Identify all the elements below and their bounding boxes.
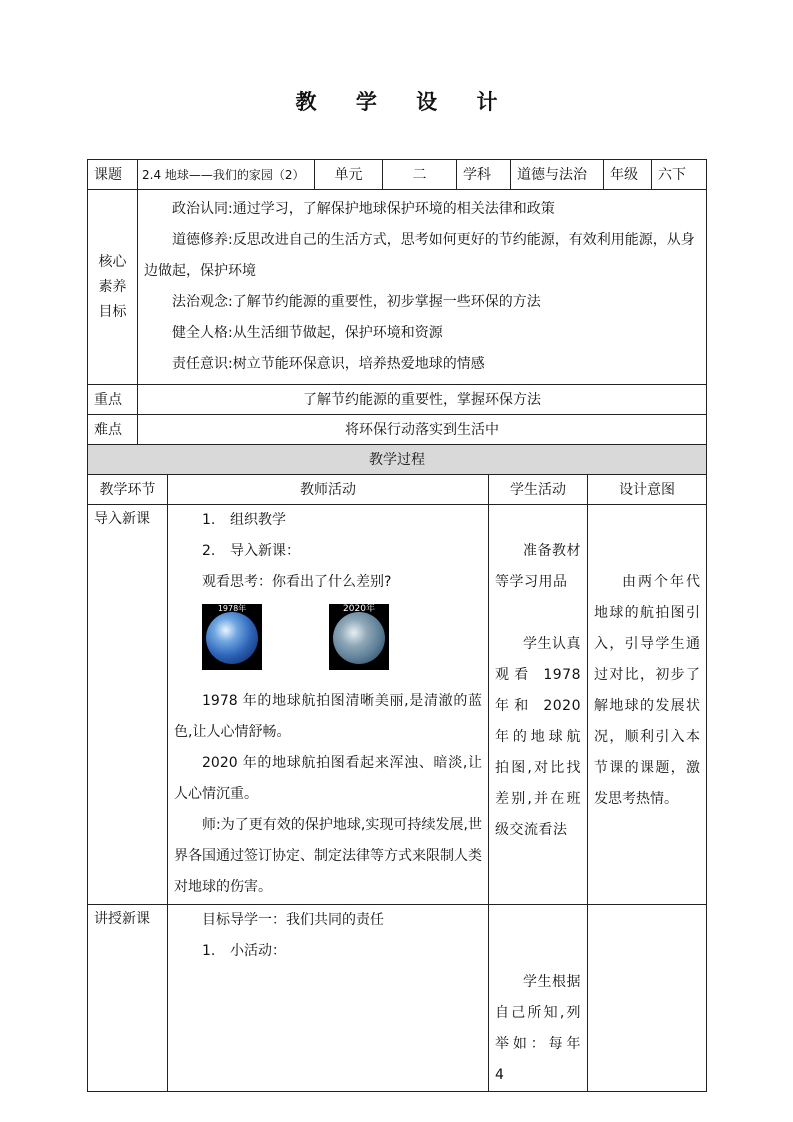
- core-goals-label-line: 素养: [98, 278, 127, 295]
- process-header-row: [88, 475, 707, 505]
- teach-student-activity: [489, 905, 588, 1092]
- teach-teacher-activity: [168, 905, 489, 1092]
- intro-item-2-text: 导入新课：: [230, 543, 300, 559]
- core-goals-row: [88, 190, 707, 385]
- topic-label: 课题: [88, 160, 138, 190]
- column-header: 学生活动: [489, 475, 588, 505]
- header-row: [88, 160, 707, 190]
- teach-student-text: 学生根据自己所知,列举如：每年 4: [495, 974, 581, 1083]
- difficulty-label: 难点: [88, 415, 138, 445]
- earth-1978-image: [202, 604, 262, 670]
- intro-question: 观看思考：你看出了什么差别?: [202, 574, 392, 590]
- intro-paragraph-1978: 1978 年的地球航拍图清晰美丽,是清澈的蓝色,让人心情舒畅。: [174, 693, 482, 740]
- intro-design-intent: [588, 505, 707, 905]
- topic-value: 2.4 地球——我们的家园（2）: [138, 160, 315, 190]
- intro-paragraph-teacher: 师:为了更有效的保护地球,实现可持续发展,世界各国通过签订协定、制定法律等方式来限制人类对地球的伤害。: [174, 817, 482, 895]
- info-table: [87, 159, 707, 445]
- teach-row: [88, 905, 707, 1092]
- intro-row: [88, 505, 707, 905]
- column-header: 教师活动: [168, 475, 489, 505]
- intro-student-observe: 学生认真观看 1978 年和 2020 年的地球航拍图,对比找差别,并在班级交流看法: [495, 636, 581, 838]
- intro-item-1-num: 1.: [202, 512, 216, 528]
- intro-paragraph-2020: 2020 年的地球航拍图看起来浑浊、暗淡,让人心情沉重。: [174, 755, 482, 802]
- teach-item-1-num: 1.: [202, 943, 216, 959]
- teach-design-intent: [588, 905, 707, 1092]
- core-goals-content: [138, 190, 707, 385]
- intro-item-1-text: 组织教学: [230, 512, 286, 528]
- process-table: [87, 444, 707, 1092]
- earth-1978-caption: 1978年: [217, 604, 247, 613]
- core-goals-label: [88, 190, 138, 385]
- intro-teacher-activity: [168, 505, 489, 905]
- intro-item-2: [174, 536, 482, 567]
- earth-2020-image: [329, 604, 389, 670]
- core-goals-label-line: 核心: [98, 253, 127, 270]
- intro-stage: 导入新课: [88, 505, 168, 905]
- key-point-row: [88, 385, 707, 415]
- unit-label: 单元: [315, 160, 383, 190]
- goal-law: 法治观念:了解节约能源的重要性，初步掌握一些环保的方法: [172, 294, 541, 310]
- earth-photos: [174, 604, 482, 678]
- process-title: 教学过程: [88, 445, 707, 475]
- teach-item-1-text: 小活动：: [230, 943, 286, 959]
- intro-student-activity: [489, 505, 588, 905]
- process-title-row: [88, 445, 707, 475]
- core-goals-label-line: 目标: [98, 303, 127, 320]
- spacer: [495, 598, 581, 629]
- difficulty-row: [88, 415, 707, 445]
- key-point-label: 重点: [88, 385, 138, 415]
- intro-item-1: [174, 505, 482, 536]
- difficulty-value: 将环保行动落实到生活中: [138, 415, 707, 445]
- subject-value: 道德与法治: [511, 160, 604, 190]
- intro-intent-text: 由两个年代地球的航拍图引入，引导学生通过对比，初步了解地球的发展状况，顺利引入本节课的课题，激发思考热情。: [594, 574, 700, 807]
- teach-goal: 目标导学一：我们共同的责任: [202, 912, 384, 928]
- goal-moral-cont: 边做起，保护环境: [144, 263, 256, 279]
- intro-item-2-num: 2.: [202, 543, 216, 559]
- earth-2020-caption: 2020年: [343, 604, 375, 614]
- column-header: 教学环节: [88, 475, 168, 505]
- globe-icon: [206, 612, 258, 664]
- goal-political: 政治认同:通过学习，了解保护地球保护环境的相关法律和政策: [172, 201, 555, 217]
- grade-label: 年级: [604, 160, 652, 190]
- goal-responsibility: 责任意识:树立节能环保意识，培养热爱地球的情感: [172, 356, 485, 372]
- teach-stage: 讲授新课: [88, 905, 168, 1092]
- unit-value: 二: [383, 160, 457, 190]
- subject-label: 学科: [457, 160, 511, 190]
- goal-moral: 道德修养:反思改进自己的生活方式，思考如何更好的节约能源，有效利用能源，从身: [172, 232, 695, 248]
- globe-icon: [333, 612, 385, 664]
- key-point-value: 了解节约能源的重要性，掌握环保方法: [138, 385, 707, 415]
- teach-item-1: [174, 936, 482, 967]
- goal-personality: 健全人格:从生活细节做起，保护环境和资源: [172, 325, 443, 341]
- intro-student-prepare: 准备教材等学习用品: [495, 543, 581, 590]
- document-title: 教 学 设 计: [295, 90, 514, 114]
- column-header: 设计意图: [588, 475, 707, 505]
- grade-value: 六下: [652, 160, 707, 190]
